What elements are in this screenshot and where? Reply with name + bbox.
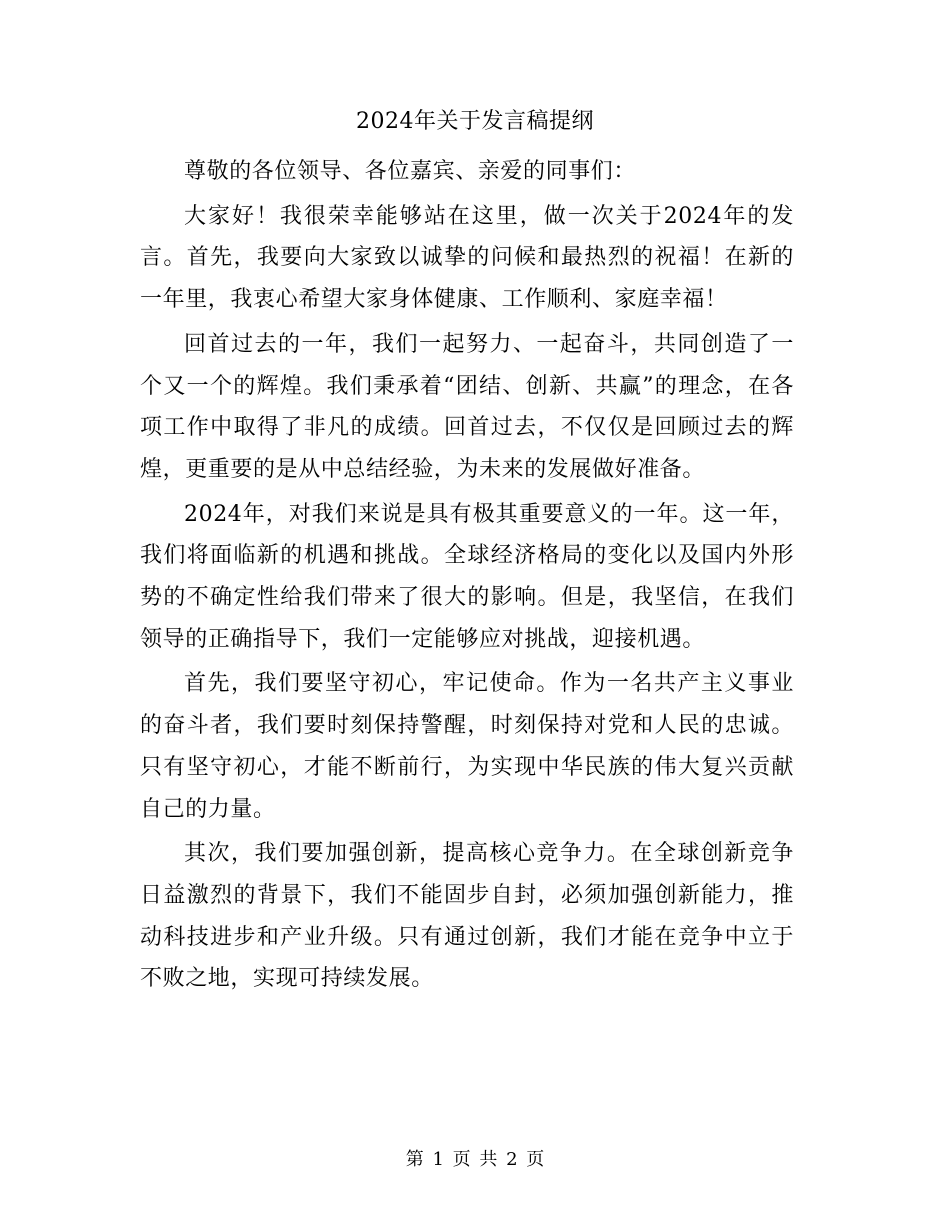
paragraph-outlook: 2024年，对我们来说是具有极其重要意义的一年。这一年，我们将面临新的机遇和挑战。全球经济格局的变化以及国内外形势的不确定性给我们带来了很大的影响。但是，我坚信，在我们领导的正确指导下，我们一定能够应对挑战，迎接机遇。 bbox=[140, 501, 794, 652]
document-body bbox=[140, 151, 794, 1003]
paragraph-first-point: 首先，我们要坚守初心，牢记使命。作为一名共产主义事业的奋斗者，我们要时刻保持警醒，时刻保持对党和人民的忠诚。只有坚守初心，才能不断前行，为实现中华民族的伟大复兴贡献自己的力量。 bbox=[140, 671, 794, 822]
paragraph-review: 回首过去的一年，我们一起努力、一起奋斗，共同创造了一个又一个的辉煌。我们秉承着“团结、创新、共赢”的理念，在各项工作中取得了非凡的成绩。回首过去，不仅仅是回顾过去的辉煌，更重要的是从中总结经验，为未来的发展做好准备。 bbox=[140, 331, 794, 482]
paragraph-greeting: 大家好！我很荣幸能够站在这里，做一次关于2024年的发言。首先，我要向大家致以诚挚的问候和最热烈的祝福！在新的一年里，我衷心希望大家身体健康、工作顺利、家庭幸福！ bbox=[140, 203, 794, 313]
paragraph-second-point: 其次，我们要加强创新，提高核心竞争力。在全球创新竞争日益激烈的背景下，我们不能固步自封，必须加强创新能力，推动科技进步和产业升级。只有通过创新，我们才能在竞争中立于不败之地，实现可持续发展。 bbox=[140, 841, 794, 992]
paragraph-salutation: 尊敬的各位领导、各位嘉宾、亲爱的同事们： bbox=[184, 159, 637, 184]
page-indicator: 第 1 页 共 2 页 bbox=[405, 1149, 545, 1170]
document-title: 2024年关于发言稿提纲 bbox=[356, 109, 594, 134]
